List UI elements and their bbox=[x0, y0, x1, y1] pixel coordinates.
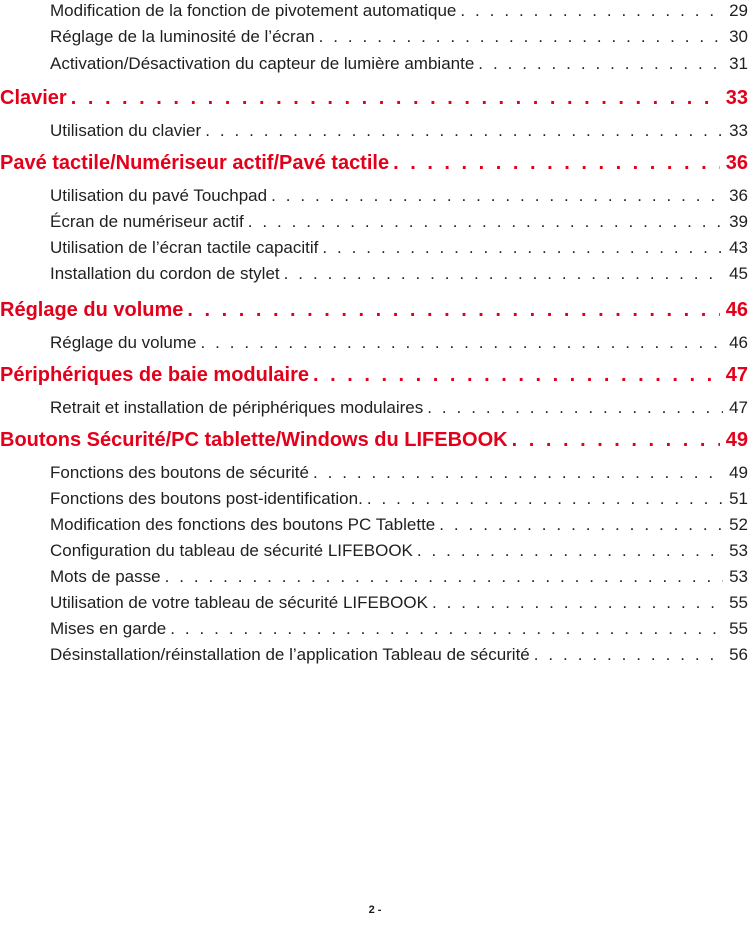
dot-leader bbox=[313, 463, 723, 483]
toc-section-page: 36 bbox=[725, 152, 748, 174]
dot-leader bbox=[460, 1, 723, 21]
toc-entry-title: Utilisation de votre tableau de sécurité LIFEBOOK bbox=[50, 593, 428, 612]
toc-section-page: 49 bbox=[725, 429, 748, 451]
toc-entry-title: Mots de passe bbox=[50, 567, 161, 586]
toc-entry-title: Fonctions des boutons de sécurité bbox=[50, 463, 309, 482]
dot-leader bbox=[248, 212, 723, 232]
toc-entry[interactable] bbox=[50, 1, 748, 21]
toc-entry[interactable] bbox=[50, 489, 748, 509]
toc-entry-page: 33 bbox=[729, 121, 748, 140]
toc-entry[interactable] bbox=[50, 333, 748, 353]
toc-section-title: Périphériques de baie modulaire bbox=[0, 364, 309, 386]
dot-leader bbox=[478, 54, 723, 74]
dot-leader bbox=[393, 152, 720, 175]
toc-entry[interactable] bbox=[50, 238, 748, 258]
dot-leader bbox=[71, 87, 720, 110]
dot-leader bbox=[322, 238, 723, 258]
dot-leader bbox=[432, 593, 723, 613]
toc-entry[interactable] bbox=[50, 186, 748, 206]
toc-entry-title: Fonctions des boutons post-identification. bbox=[50, 489, 363, 508]
dot-leader bbox=[200, 333, 723, 353]
toc-entry[interactable] bbox=[50, 27, 748, 47]
toc-entry-page: 45 bbox=[729, 264, 748, 283]
toc-entry-page: 51 bbox=[729, 489, 748, 508]
toc-entry-title: Activation/Désactivation du capteur de lumière ambiante bbox=[50, 54, 475, 73]
dot-leader bbox=[427, 398, 723, 418]
toc-entry[interactable] bbox=[50, 567, 748, 587]
toc-entry[interactable] bbox=[50, 619, 748, 639]
dot-leader bbox=[319, 27, 723, 47]
toc-entry-title: Installation du cordon de stylet bbox=[50, 264, 280, 283]
toc-section-page: 46 bbox=[725, 299, 748, 321]
dot-leader bbox=[165, 567, 724, 587]
toc-entry-page: 30 bbox=[729, 27, 748, 46]
toc-entry[interactable] bbox=[50, 264, 748, 284]
toc-entry-page: 47 bbox=[729, 398, 748, 417]
toc-entry-title: Utilisation du clavier bbox=[50, 121, 202, 140]
toc-entry[interactable] bbox=[50, 593, 748, 613]
toc-entry-page: 49 bbox=[729, 463, 748, 482]
toc-entry[interactable] bbox=[50, 212, 748, 232]
dot-leader bbox=[313, 364, 720, 387]
toc-entry-page: 29 bbox=[729, 1, 748, 20]
toc-section-title: Clavier bbox=[0, 87, 67, 109]
toc-section[interactable] bbox=[0, 364, 748, 387]
toc-entry-page: 55 bbox=[729, 593, 748, 612]
toc-section-title: Boutons Sécurité/PC tablette/Windows du LIFEBOOK bbox=[0, 429, 508, 451]
toc-entry[interactable] bbox=[50, 541, 748, 561]
dot-leader bbox=[284, 264, 723, 284]
toc-section-page: 33 bbox=[725, 87, 748, 109]
toc-section-page: 47 bbox=[725, 364, 748, 386]
toc-entry-title: Mises en garde bbox=[50, 619, 167, 638]
toc-entry-title: Utilisation du pavé Touchpad bbox=[50, 186, 268, 205]
dot-leader bbox=[170, 619, 723, 639]
toc-entry-title: Écran de numériseur actif bbox=[50, 212, 244, 231]
toc-entry-title: Réglage du volume bbox=[50, 333, 197, 352]
toc-entry[interactable] bbox=[50, 515, 748, 535]
dot-leader bbox=[205, 121, 723, 141]
toc-section-title: Réglage du volume bbox=[0, 299, 184, 321]
toc-section-title: Pavé tactile/Numériseur actif/Pavé tactile bbox=[0, 152, 390, 174]
toc-entry-page: 56 bbox=[729, 645, 748, 664]
toc-entry-page: 39 bbox=[729, 212, 748, 231]
dot-leader bbox=[367, 489, 723, 509]
toc-section[interactable] bbox=[0, 87, 748, 110]
toc-entry[interactable] bbox=[50, 54, 748, 74]
toc-entry-title: Modification des fonctions des boutons PC Tablette bbox=[50, 515, 436, 534]
toc-entry-title: Réglage de la luminosité de l’écran bbox=[50, 27, 315, 46]
toc-entry-page: 43 bbox=[729, 238, 748, 257]
dot-leader bbox=[417, 541, 723, 561]
dot-leader bbox=[187, 299, 719, 322]
toc-section[interactable] bbox=[0, 152, 748, 175]
dot-leader bbox=[271, 186, 723, 206]
toc-section[interactable] bbox=[0, 299, 748, 322]
toc-entry[interactable] bbox=[50, 463, 748, 483]
toc-entry-page: 52 bbox=[729, 515, 748, 534]
toc-entry[interactable] bbox=[50, 645, 748, 665]
dot-leader bbox=[534, 645, 723, 665]
toc-entry-page: 36 bbox=[729, 186, 748, 205]
toc-entry-page: 31 bbox=[729, 54, 748, 73]
dot-leader bbox=[439, 515, 723, 535]
toc-entry-page: 53 bbox=[729, 567, 748, 586]
toc-entry-page: 46 bbox=[729, 333, 748, 352]
toc-entry[interactable] bbox=[50, 121, 748, 141]
toc-entry[interactable] bbox=[50, 398, 748, 418]
toc-section[interactable] bbox=[0, 429, 748, 452]
toc-entry-title: Retrait et installation de périphériques modulaires bbox=[50, 398, 424, 417]
page-number-footer: 2 - bbox=[368, 904, 382, 916]
toc-entry-title: Utilisation de l’écran tactile capacitif bbox=[50, 238, 319, 257]
toc-entry-title: Modification de la fonction de pivotement automatique bbox=[50, 1, 457, 20]
toc-entry-page: 55 bbox=[729, 619, 748, 638]
dot-leader bbox=[512, 429, 720, 452]
toc-entry-title: Configuration du tableau de sécurité LIFEBOOK bbox=[50, 541, 413, 560]
toc-entry-page: 53 bbox=[729, 541, 748, 560]
toc-entry-title: Désinstallation/réinstallation de l’application Tableau de sécurité bbox=[50, 645, 530, 664]
